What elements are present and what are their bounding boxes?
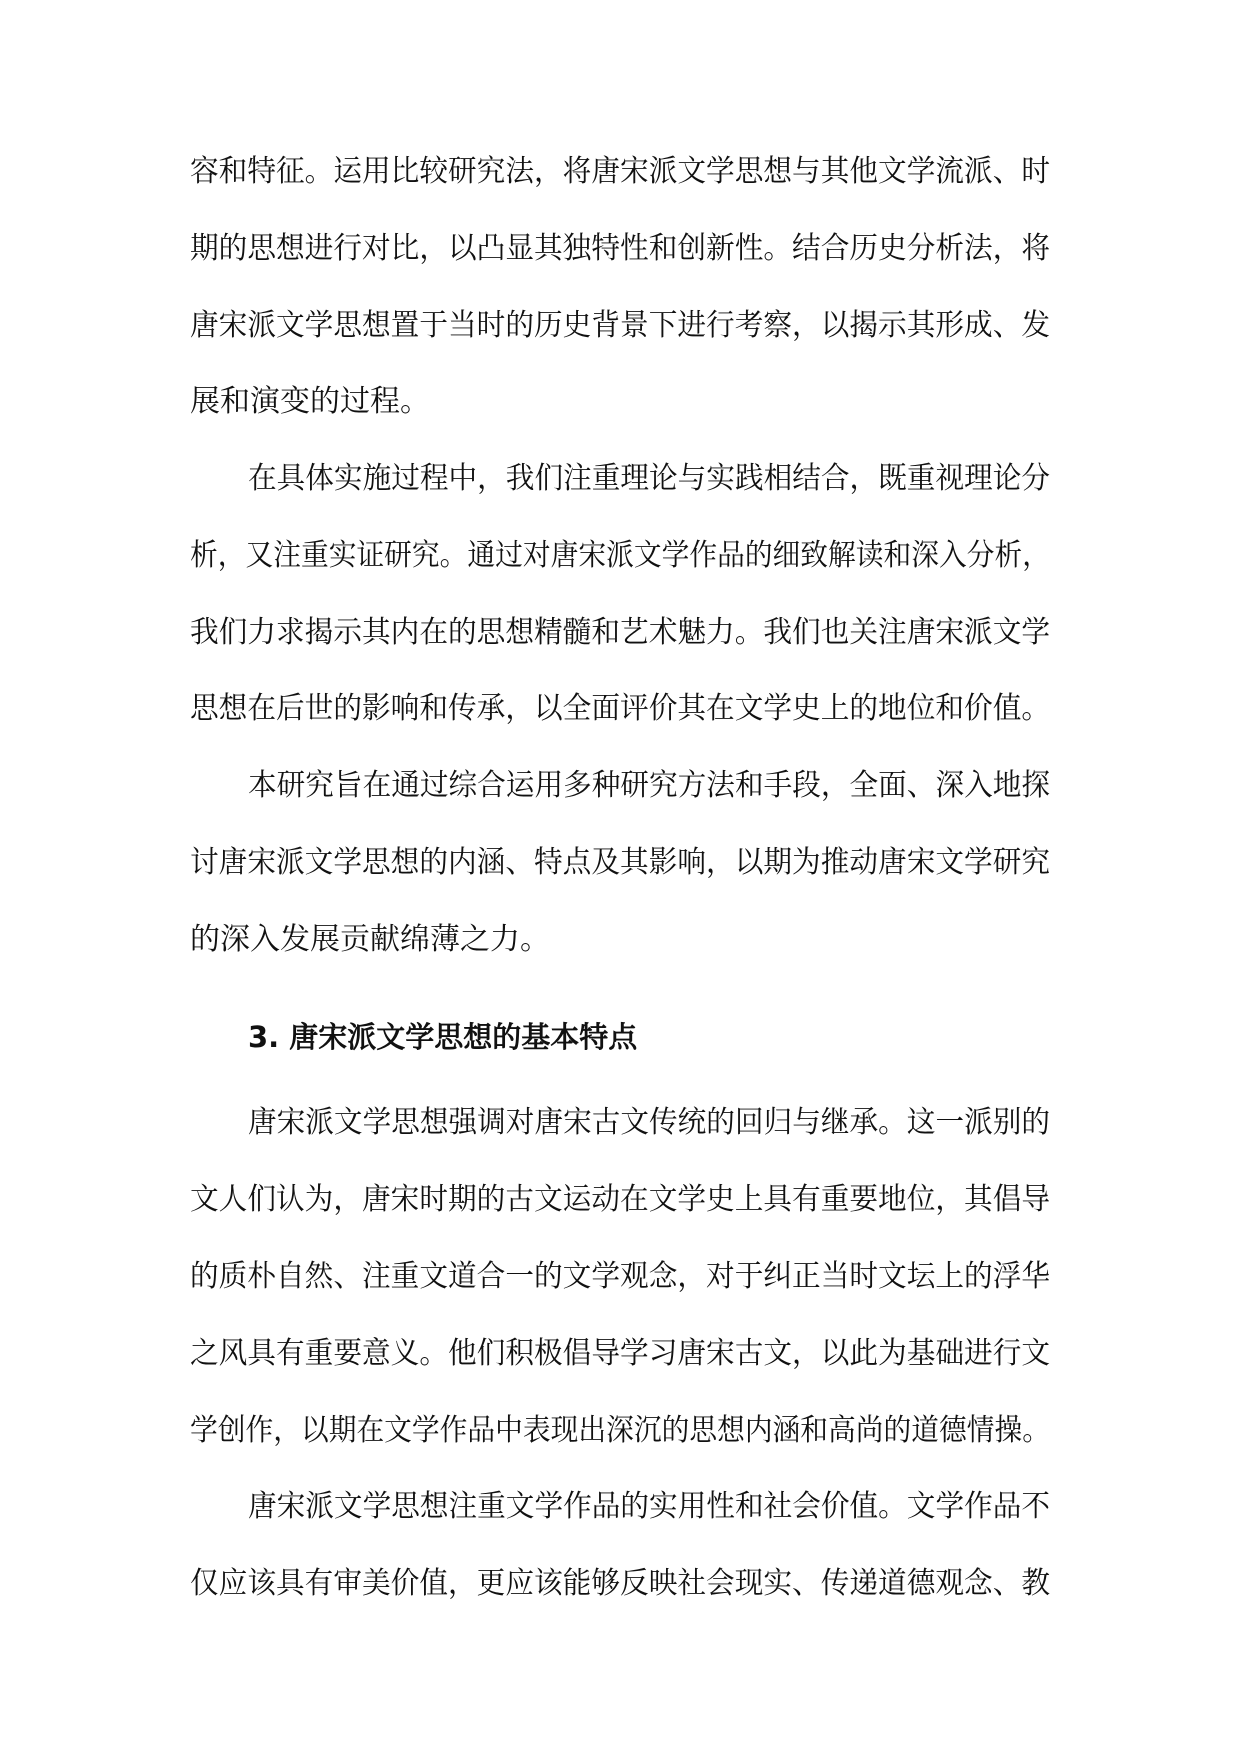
text-line: 之风具有重要意义。他们积极倡导学习唐宋古文，以此为基础进行文: [190, 1336, 1051, 1371]
text-line: 的深入发展贡献绵薄之力。: [190, 922, 550, 957]
text-line: 讨唐宋派文学思想的内涵、特点及其影响，以期为推动唐宋文学研究: [190, 845, 1051, 880]
text-line: 展和演变的过程。: [190, 384, 430, 419]
text-line: 仅应该具有审美价值，更应该能够反映社会现实、传递道德观念、教: [190, 1566, 1051, 1601]
text-line: 本研究旨在通过综合运用多种研究方法和手段，全面、深入地探: [248, 768, 1051, 803]
text-line: 思想在后世的影响和传承，以全面评价其在文学史上的地位和价值。: [190, 691, 1051, 726]
text-line: 唐宋派文学思想注重文学作品的实用性和社会价值。文学作品不: [248, 1489, 1051, 1524]
text-line: 容和特征。运用比较研究法，将唐宋派文学思想与其他文学流派、时: [190, 154, 1051, 189]
text-line: 唐宋派文学思想强调对唐宋古文传统的回归与继承。这一派别的: [248, 1105, 1051, 1140]
text-line: 的质朴自然、注重文道合一的文学观念，对于纠正当时文坛上的浮华: [190, 1259, 1051, 1294]
text-line: 在具体实施过程中，我们注重理论与实践相结合，既重视理论分: [248, 461, 1051, 496]
text-line: 唐宋派文学思想置于当时的历史背景下进行考察，以揭示其形成、发: [190, 308, 1051, 343]
section-heading: 3. 唐宋派文学思想的基本特点: [248, 1020, 638, 1054]
text-line: 我们力求揭示其内在的思想精髓和艺术魅力。我们也关注唐宋派文学: [190, 615, 1051, 650]
text-line: 学创作，以期在文学作品中表现出深沉的思想内涵和高尚的道德情操。: [190, 1413, 1050, 1448]
text-line: 期的思想进行对比，以凸显其独特性和创新性。结合历史分析法，将: [190, 231, 1051, 266]
text-line: 文人们认为，唐宋时期的古文运动在文学史上具有重要地位，其倡导: [190, 1182, 1051, 1217]
text-line: 析，又注重实证研究。通过对唐宋派文学作品的细致解读和深入分析，: [190, 538, 1050, 573]
